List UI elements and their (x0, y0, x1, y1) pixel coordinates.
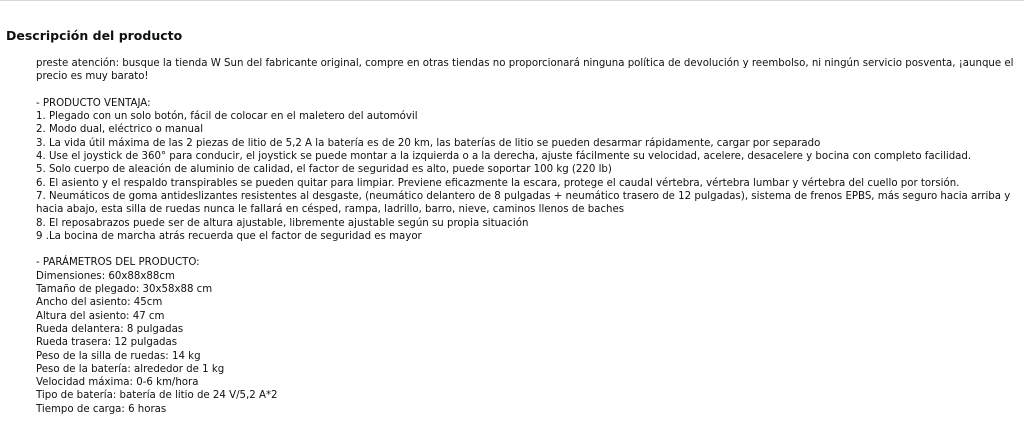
spacer (36, 84, 1020, 97)
advantage-item: 3. La vida útil máxima de las 2 piezas de litio de 5,2 A la batería es de 20 km, las baterías de litio se pueden desarmar rápidamente, cargar por separado (36, 137, 821, 149)
advantage-item: 6. El asiento y el respaldo transpirables se pueden quitar para limpiar. Previene eficazmente la escara, protege el caudal vértebra, vértebra lumbar y vértebra del cuello por torsión. (36, 177, 960, 189)
parameter-item: Rueda delantera: 8 pulgadas (36, 323, 184, 335)
advantage-item: 2. Modo dual, eléctrico o manual (36, 124, 204, 136)
advantage-item: 4. Use el joystick de 360° para conducir, el joystick se puede montar a la izquierda o a la derecha, ajuste fácilmente su velocidad, acelere, desacelere y bocina con completo facilidad. (36, 151, 972, 163)
section-divider (0, 0, 1024, 1)
parameter-item: Velocidad máxima: 0-6 km/hora (36, 377, 199, 389)
parameter-item: Rueda trasera: 12 pulgadas (36, 337, 178, 349)
parameter-item: Ancho del asiento: 45cm (36, 297, 163, 309)
parameter-item: Peso de la batería: alrededor de 1 kg (36, 363, 225, 375)
advantage-item: 5. Solo cuerpo de aleación de aluminio de calidad, el factor de seguridad es alto, puede soportar 100 kg (220 lb) (36, 164, 612, 176)
parameter-item: Dimensiones: 60x88x88cm (36, 270, 175, 282)
product-description (36, 57, 1020, 416)
notice-text: preste atención: busque la tienda W Sun del fabricante original, compre en otras tiendas no proporcionará ninguna política de devolución y reembolso, ni ningún servicio posventa, ¡aunque el precio es muy barato! (36, 58, 1014, 83)
parameter-item: Tamaño de plegado: 30x58x88 cm (36, 284, 213, 296)
advantage-item: 7. Neumáticos de goma antideslizantes resistentes al desgaste, (neumático delantero de 8 pulgadas + neumático trasero de 12 pulgadas), sistema de frenos EPBS, más seguro hacia arriba y hacia abajo, esta silla de ruedas nunca le fallará en césped, rampa, ladrillo, barro, nieve, caminos llenos de baches (36, 190, 1011, 216)
advantage-item: 9 .La bocina de marcha atrás recuerda que el factor de seguridad es mayor (36, 230, 422, 242)
advantage-item: 1. Plegado con un solo botón, fácil de colocar en el maletero del automóvil (36, 111, 418, 123)
parameter-item: Peso de la silla de ruedas: 14 kg (36, 350, 201, 362)
advantage-item: 8. El reposabrazos puede ser de altura ajustable, libremente ajustable según su propia situación (36, 217, 529, 229)
spacer (36, 243, 1020, 256)
parameter-item: Tipo de batería: batería de litio de 24 V/5,2 A*2 (36, 390, 278, 402)
parameter-item: Altura del asiento: 47 cm (36, 310, 165, 322)
advantages-heading: - PRODUCTO VENTAJA: (36, 97, 151, 109)
parameter-item: Tiempo de carga: 6 horas (36, 403, 167, 415)
section-title: Descripción del producto (6, 28, 183, 43)
parameters-heading: - PARÁMETROS DEL PRODUCTO: (36, 257, 200, 269)
